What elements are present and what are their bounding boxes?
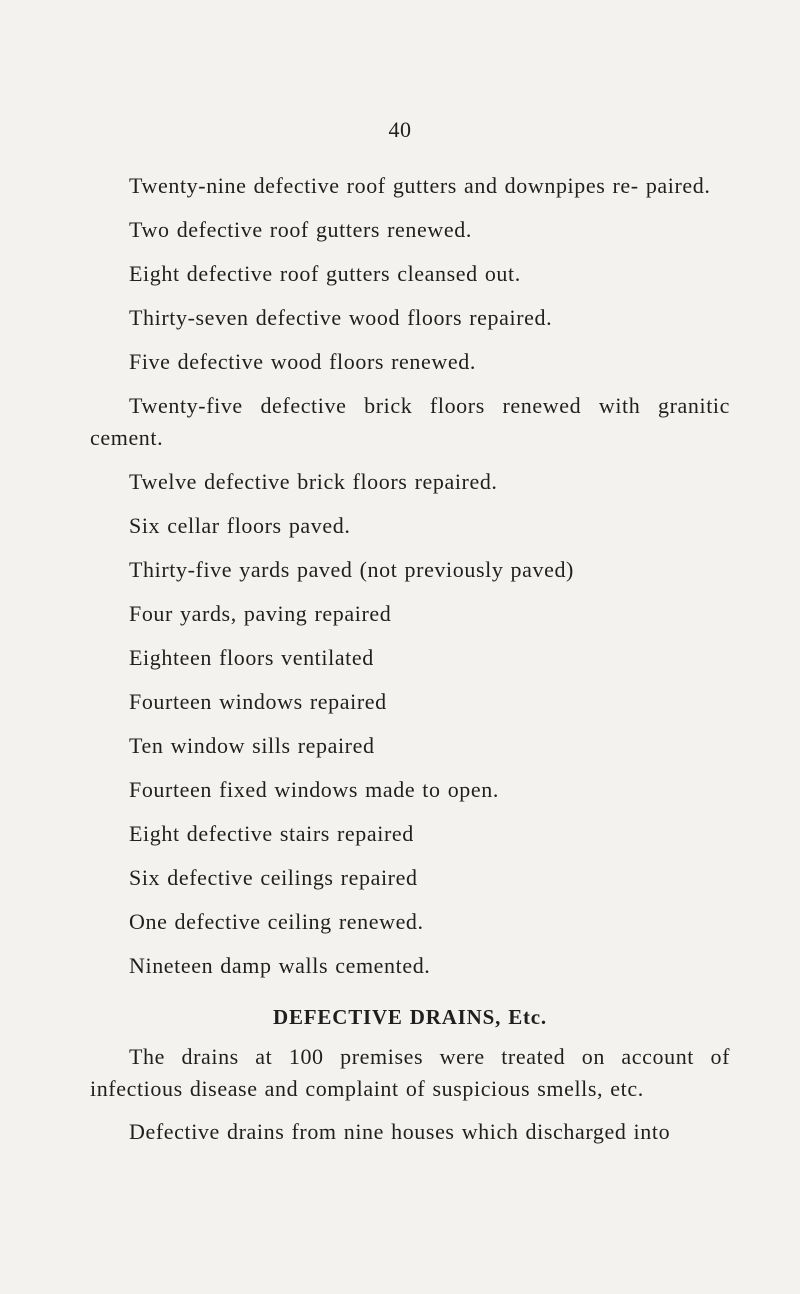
list-item: Six cellar floors paved.	[129, 513, 351, 538]
page-number: 40	[388, 117, 412, 142]
list-item: Thirty-seven defective wood floors repaired.	[129, 305, 553, 330]
list-item: Fourteen windows repaired	[129, 689, 387, 714]
list-item: Fourteen fixed windows made to open.	[129, 777, 499, 802]
list-item: Two defective roof gutters renewed.	[129, 217, 472, 242]
list-item: Eight defective roof gutters cleansed out.	[129, 261, 521, 286]
list-item: Six defective ceilings repaired	[129, 865, 418, 890]
list-item: Eight defective stairs repaired	[129, 821, 414, 846]
list-item: Nineteen damp walls cemented.	[129, 953, 431, 978]
section-heading: DEFECTIVE DRAINS, Etc.	[273, 1005, 547, 1029]
list-item: Thirty-five yards paved (not previously paved)	[129, 557, 574, 582]
body-paragraph: Defective drains from nine houses which discharged into	[129, 1119, 671, 1144]
list-item: Ten window sills repaired	[129, 733, 375, 758]
page-content	[90, 170, 730, 1159]
body-paragraph: The drains at 100 premises were treated on account of infectious disease and complaint of suspicious smells, etc.	[90, 1044, 730, 1101]
list-item: One defective ceiling renewed.	[129, 909, 424, 934]
list-item: Eighteen floors ventilated	[129, 645, 374, 670]
list-item: Twelve defective brick floors repaired.	[129, 469, 498, 494]
list-item: Four yards, paving repaired	[129, 601, 392, 626]
list-item: Twenty-nine defective roof gutters and downpipes re- paired.	[129, 173, 711, 198]
list-item: Five defective wood floors renewed.	[129, 349, 476, 374]
list-item: Twenty-five defective brick floors renewed with granitic cement.	[90, 393, 730, 450]
